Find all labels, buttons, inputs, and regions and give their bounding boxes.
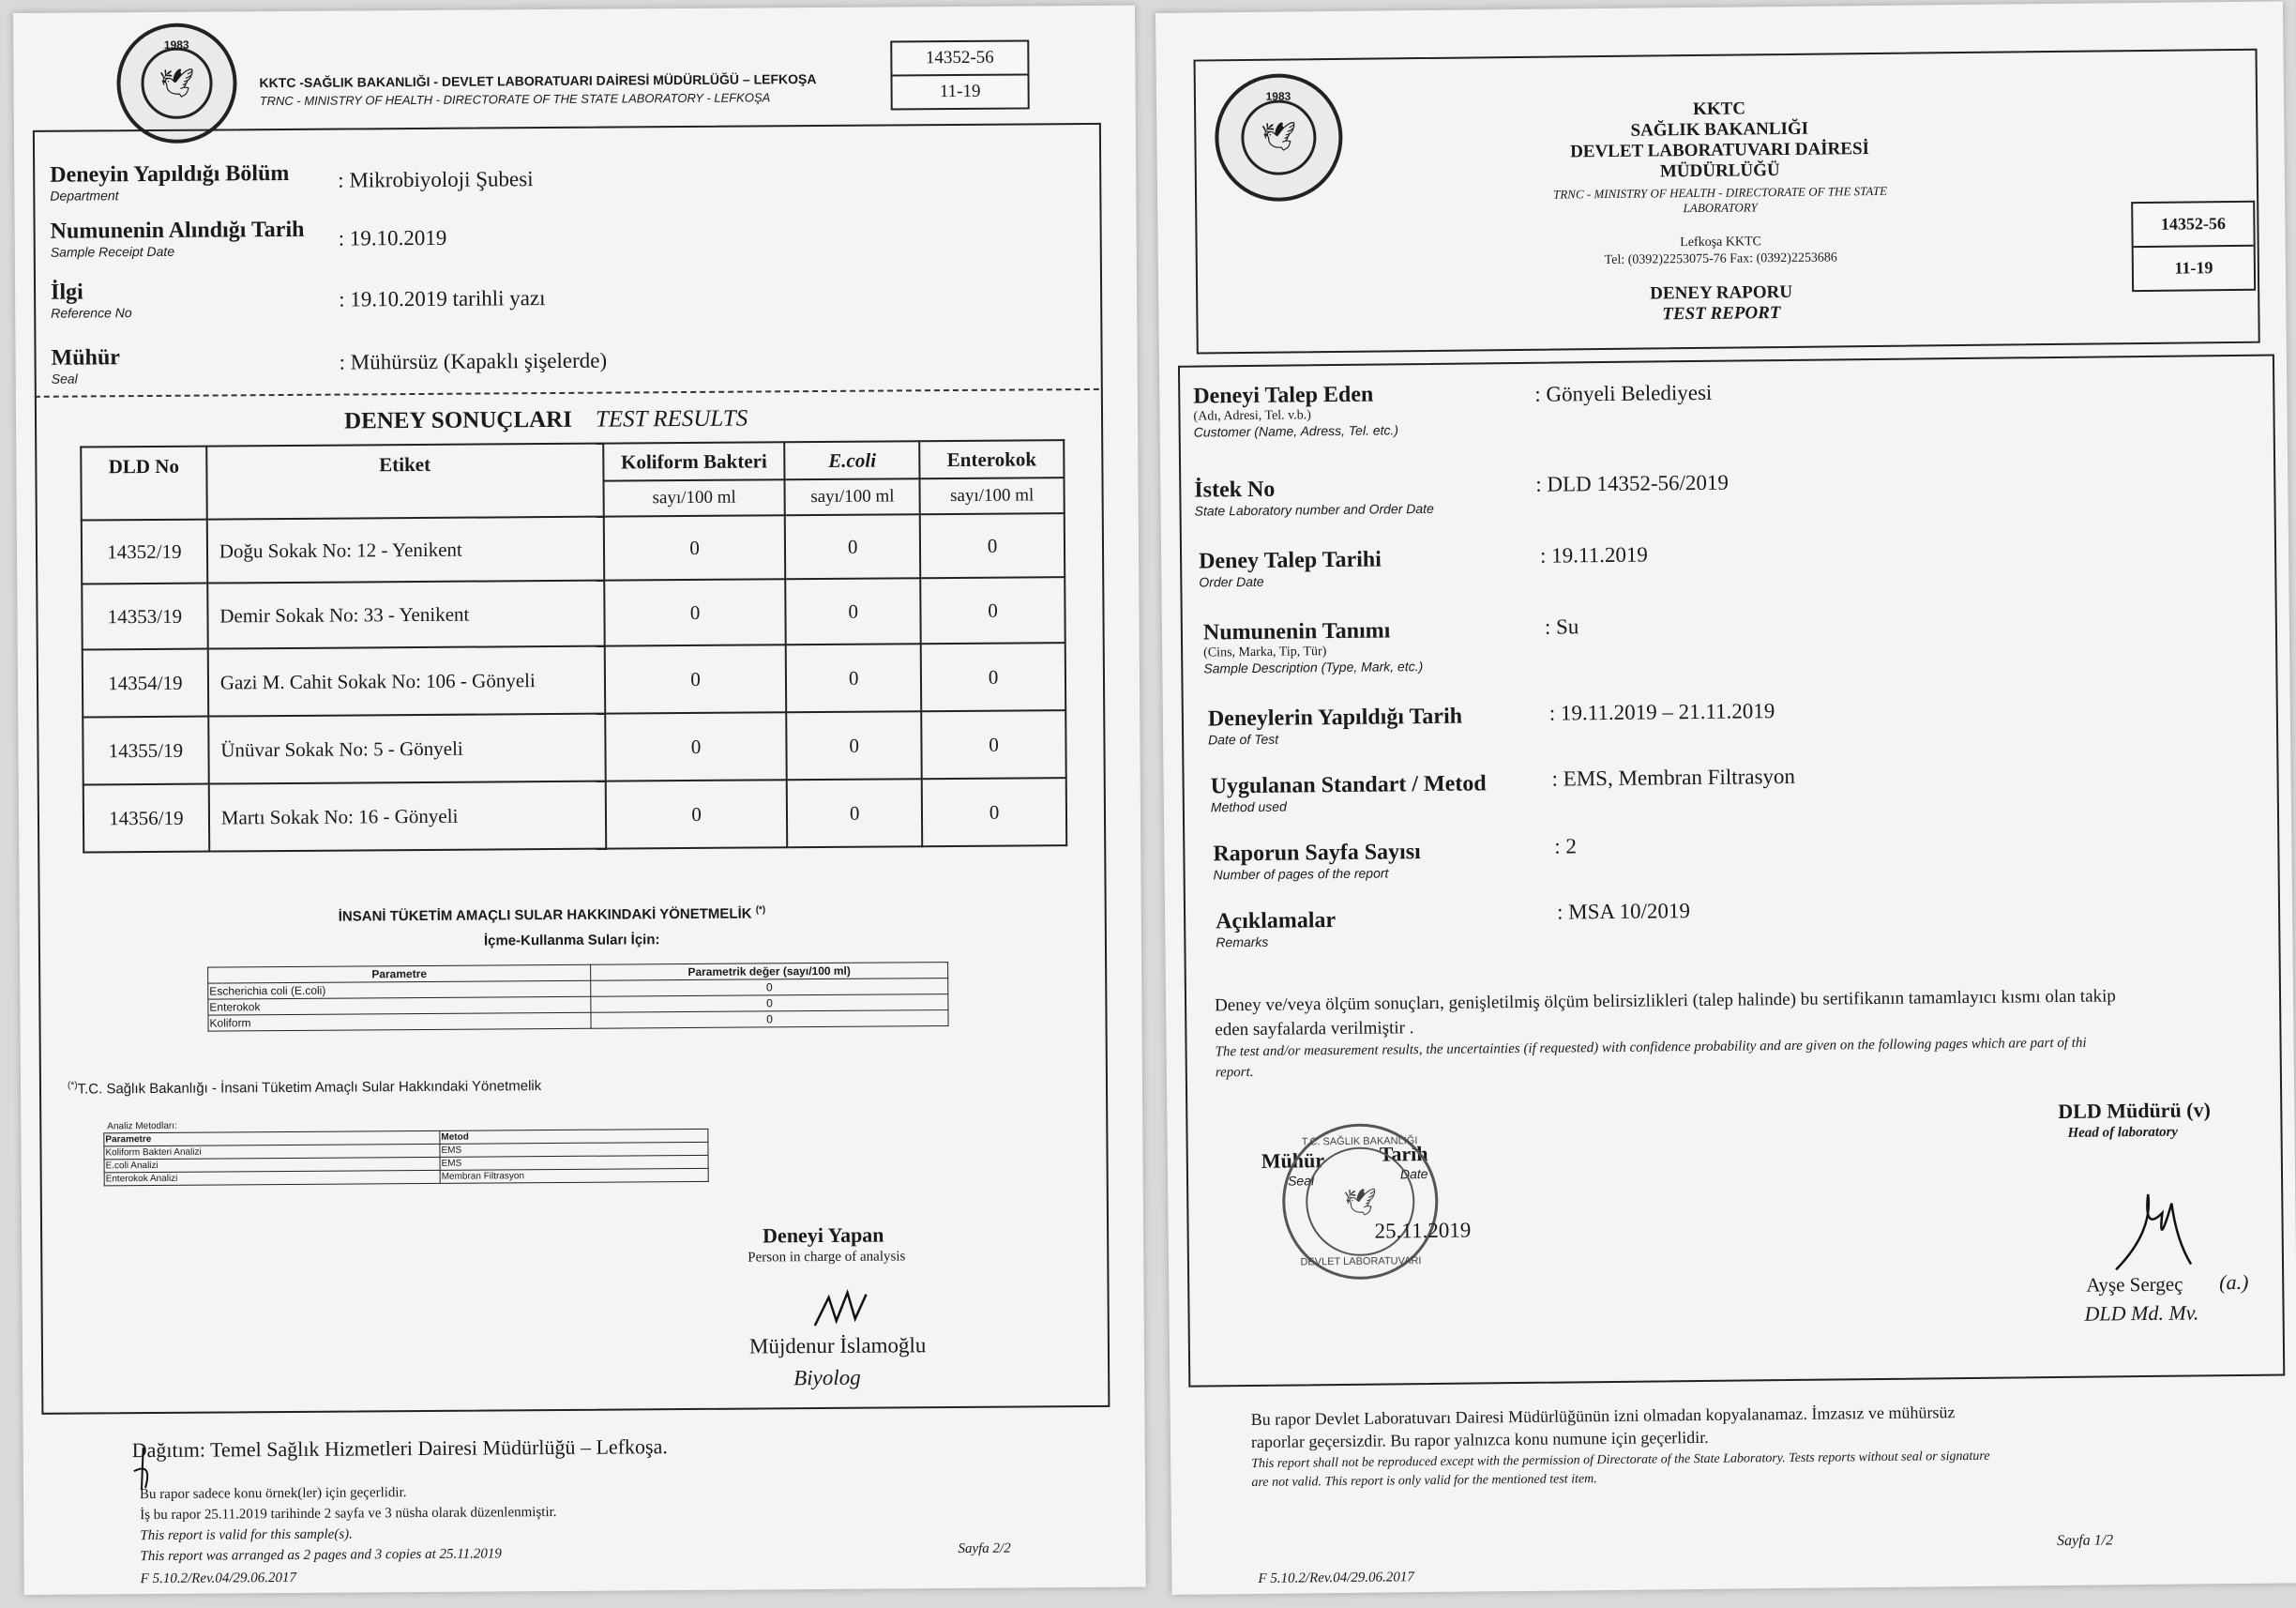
page-count-value: : 2	[1554, 834, 1578, 858]
reference-value: : 19.10.2019 tarihli yazı	[339, 286, 546, 311]
city: Lefkoşa KKTC	[1680, 235, 1762, 250]
param-value: 0	[591, 1010, 948, 1029]
reference-box	[2131, 201, 2256, 292]
field-label: İlgi	[50, 280, 83, 305]
cell-dld: 14353/19	[82, 584, 207, 650]
results-heading	[344, 406, 748, 435]
department-value: : Mikrobiyoloji Şubesi	[338, 167, 534, 192]
field-label: Numunenin Alındığı Tarih	[50, 217, 305, 244]
official-stamp-icon: T.C. SAĞLIK BAKANLIĞI DEVLET LABORATUVARI 🕊	[1281, 1123, 1439, 1281]
reference-number: 14352-56	[2160, 214, 2227, 234]
cell-ecoli: 0	[786, 578, 921, 645]
method-param: Koliform Bakteri Analizi	[104, 1144, 440, 1159]
field-department	[50, 161, 289, 204]
cell-enterokok: 0	[922, 778, 1066, 846]
test-date-value: : 19.11.2019 – 21.11.2019	[1548, 699, 1775, 725]
results-title-en: TEST RESULTS	[595, 405, 748, 432]
statement-tr-2: eden sayfalarda verilmiştir .	[1215, 1018, 1414, 1040]
cell-ecoli: 0	[786, 644, 921, 712]
table-row	[83, 710, 1065, 784]
field-remarks: Açıklamalar Remarks	[1216, 908, 1337, 950]
contact: Tel: (0392)2253075-76 Fax: (0392)2253686	[1604, 250, 1837, 268]
reference-month: 11-19	[892, 73, 1027, 108]
field-seal	[51, 345, 120, 387]
field-order-date: Deney Talep Tarihi Order Date	[1198, 547, 1382, 590]
field-test-date: Deneylerin Yapıldığı Tarih Date of Test	[1207, 704, 1463, 748]
remarks-value: : MSA 10/2019	[1556, 899, 1691, 924]
regulation-subtitle: İçme-Kullanma Suları İçin:	[483, 932, 660, 949]
field-page-count: Raporun Sayfa Sayısı Number of pages of the report	[1213, 840, 1421, 883]
report-title-en: TEST REPORT	[1662, 303, 1781, 325]
statement-tr-1: Deney ve/veya ölçüm sonuçları, genişletilmiş ölçüm belirsizlikleri (talep halinde) bu sertifikanın tamamlayıcı kısmı olan takip	[1214, 986, 2116, 1016]
report-date-value: 25.11.2019	[1374, 1218, 1472, 1243]
col-ecoli: E.coli	[785, 441, 920, 479]
col-koliform: Koliform Bakteri	[603, 442, 785, 480]
cell-koliform: 0	[604, 645, 786, 713]
method-header: Metod	[440, 1129, 708, 1144]
seal-block: Mühür Seal	[1261, 1148, 1325, 1189]
cell-koliform: 0	[605, 780, 787, 848]
distribution: Dağıtım: Temel Sağlık Hizmetleri Dairesi Müdürlüğü – Lefkoşa.	[131, 1434, 668, 1463]
cell-ecoli: 0	[785, 514, 920, 579]
header-line-en: TRNC - MINISTRY OF HEALTH - DIRECTORATE OF THE STATE LABORATORY - LEFKOŞA	[259, 90, 771, 109]
table-row	[82, 577, 1065, 649]
method-param: E.coli Analizi	[104, 1157, 440, 1172]
performer-signature-icon	[809, 1283, 884, 1341]
report-title: DENEY RAPORU	[1650, 281, 1793, 304]
ministry-emblem-icon: 1983 🕊	[116, 23, 237, 144]
field-order-no: İstek No State Laboratory number and Order Date	[1194, 477, 1434, 519]
customer-value: : Gönyeli Belediyesi	[1534, 380, 1713, 406]
col-dld: DLD No	[81, 447, 206, 521]
cell-dld: 14355/19	[83, 717, 208, 785]
director-title: DLD Müdürü (v)	[2058, 1098, 2212, 1123]
organization-block	[1475, 97, 1965, 326]
form-code: F 5.10.2/Rev.04/29.06.2017	[140, 1570, 297, 1587]
footnote: (*)T.C. Sağlık Bakanlığı - İnsani Tüketim Amaçlı Sular Hakkındaki Yönetmelik	[67, 1078, 542, 1098]
param-value: 0	[591, 994, 948, 1013]
director-signature-icon	[2106, 1175, 2200, 1288]
note-valid-en: This report is valid for this sample(s).	[140, 1526, 353, 1544]
performer-title: Deneyi Yapan	[763, 1222, 884, 1248]
field-sample-description: Numunenin Tanımı (Cins, Marka, Tip, Tür) Sample Description (Type, Mark, etc.)	[1202, 618, 1424, 676]
director-role: DLD Md. Mv.	[2084, 1300, 2199, 1326]
page-number: Sayfa 1/2	[2057, 1532, 2114, 1550]
reference-month: 11-19	[2134, 245, 2254, 290]
field-receipt-date	[51, 218, 305, 260]
table-row	[82, 513, 1065, 584]
director-name: Ayşe Sergeç	[2086, 1272, 2183, 1297]
seal-value: : Mühürsüz (Kapaklı şişelerde)	[339, 348, 608, 374]
reference-box	[890, 39, 1030, 110]
param-name: Enterokok	[208, 996, 591, 1015]
report-page-1	[1156, 1, 2296, 1594]
performer-role: Biyolog	[793, 1365, 861, 1390]
cell-ecoli: 0	[787, 779, 922, 847]
cell-etiket: Demir Sokak No: 33 - Yenikent	[207, 581, 604, 649]
note-valid-tr: Bu rapor sadece konu örnek(ler) için geçerlidir.	[139, 1485, 407, 1503]
cell-dld: 14352/19	[82, 520, 207, 584]
field-sub: Department	[50, 188, 119, 204]
date-block: Tarih Date	[1379, 1142, 1428, 1182]
table-row	[83, 778, 1066, 852]
cell-enterokok: 0	[921, 643, 1065, 711]
order-date-value: : 19.11.2019	[1539, 542, 1648, 568]
cell-dld: 14354/19	[83, 649, 208, 718]
page-number: Sayfa 2/2	[958, 1540, 1011, 1557]
note-copies-tr: İş bu rapor 25.11.2019 tarihinde 2 sayfa ve 3 nüsha olarak düzenlenmiştir.	[140, 1504, 557, 1524]
field-reference	[51, 280, 132, 321]
method-value: EMS	[440, 1155, 708, 1170]
field-label: Mühür	[51, 345, 121, 371]
performer-name: Müjdenur İslamoğlu	[748, 1333, 927, 1358]
org-line: DEVLET LABORATUVARI DAİRESİ	[1570, 139, 1870, 162]
field-label: Deneyin Yapıldığı Bölüm	[50, 160, 290, 188]
org-line: MÜDÜRLÜĞÜ	[1659, 160, 1780, 182]
method-value: : EMS, Membran Filtrasyon	[1551, 764, 1796, 791]
ministry-emblem-icon: 1983 🕊	[1215, 73, 1343, 202]
footer-tr-1: Bu rapor Devlet Laboratuvarı Dairesi Müdürlüğünün izni olmadan kopyalanamaz. İmzasız ve mühürsüz	[1250, 1403, 1956, 1430]
method-caption: Analiz Metodları:	[107, 1120, 177, 1132]
method-value: EMS	[440, 1142, 708, 1157]
director-handwritten-note: (a.)	[2219, 1269, 2249, 1295]
reference-number: 14352-56	[925, 47, 994, 68]
field-customer: Deneyi Talep Eden (Adı, Adresi, Tel. v.b.) Customer (Name, Adress, Tel. etc.)	[1193, 382, 1399, 440]
value-header: Parametrik değer (sayı/100 ml)	[591, 963, 948, 981]
method-value: Membran Filtrasyon	[440, 1168, 708, 1183]
method-param: Enterokok Analizi	[104, 1170, 440, 1185]
unit: sayı/100 ml	[603, 479, 785, 516]
cell-etiket: Gazi M. Cahit Sokak No: 106 - Gönyeli	[208, 646, 605, 717]
statement-en-1: The test and/or measurement results, the uncertainties (if requested) with confidence probability and are given on the following pages which are part of thi	[1215, 1035, 2087, 1060]
performer-sub: Person in charge of analysis	[748, 1249, 906, 1266]
unit: sayı/100 ml	[920, 478, 1065, 514]
parameter-table	[207, 962, 948, 1032]
receipt-date-value: : 19.10.2019	[338, 225, 447, 250]
method-table	[103, 1129, 708, 1187]
param-header: Parametre	[208, 964, 591, 983]
param-name: Koliform	[208, 1012, 591, 1031]
cell-etiket: Martı Sokak No: 16 - Gönyeli	[209, 781, 606, 852]
cell-enterokok: 0	[921, 710, 1065, 779]
cell-koliform: 0	[604, 579, 786, 645]
cell-koliform: 0	[604, 515, 786, 580]
form-code: F 5.10.2/Rev.04/29.06.2017	[1258, 1570, 1414, 1586]
col-enterokok: Enterokok	[919, 440, 1064, 478]
director-sub: Head of laboratory	[2067, 1124, 2179, 1141]
report-page-2	[13, 6, 1146, 1595]
unit: sayı/100 ml	[785, 478, 920, 515]
order-no-value: : DLD 14352-56/2019	[1535, 470, 1730, 496]
note-copies-en: This report was arranged as 2 pages and 3 copies at 25.11.2019	[140, 1546, 502, 1565]
field-method: Uygulanan Standart / Metod Method used	[1210, 771, 1487, 815]
cell-enterokok: 0	[920, 513, 1065, 578]
results-table	[80, 439, 1067, 853]
cell-etiket: Doğu Sokak No: 12 - Yenikent	[207, 517, 604, 584]
cell-enterokok: 0	[920, 577, 1065, 644]
cell-dld: 14356/19	[83, 784, 209, 853]
method-param-header: Parametre	[104, 1130, 440, 1145]
footer-en-1: This report shall not be reproduced except with the permission of Directorate of the State Laboratory. Tests reports without seal or signature	[1251, 1449, 1990, 1472]
regulation-title: İNSANİ TÜKETİM AMAÇLI SULAR HAKKINDAKİ YÖNETMELİK (*)	[338, 904, 766, 925]
param-value: 0	[591, 978, 948, 997]
sample-description-value: : Su	[1544, 614, 1579, 639]
param-name: Escherichia coli (E.coli)	[208, 980, 591, 999]
org-line: KKTC	[1693, 99, 1746, 120]
footer-tr-2: raporlar geçersizdir. Bu rapor yalnızca konu numune için geçerlidir.	[1250, 1427, 1709, 1452]
statement-en-2: report.	[1215, 1064, 1254, 1081]
field-sub: Reference No	[51, 305, 132, 321]
field-sub: Seal	[51, 371, 78, 387]
org-en-line: LABORATORY	[1683, 200, 1758, 216]
footer-en-2: are not valid. This report is only valid for the mentioned test item.	[1251, 1472, 1597, 1491]
header-line-tr: KKTC -SAĞLIK BAKANLIĞI - DEVLET LABORATUARI DAİRESİ MÜDÜRLÜĞÜ – LEFKOŞA	[259, 71, 817, 91]
cell-koliform: 0	[605, 712, 787, 781]
cell-ecoli: 0	[787, 711, 922, 780]
org-line: SAĞLIK BAKANLIĞI	[1630, 118, 1809, 141]
col-etiket: Etiket	[206, 444, 603, 520]
org-en-line: TRNC - MINISTRY OF HEALTH - DIRECTORATE OF THE STATE	[1552, 183, 1888, 202]
cell-etiket: Ünüvar Sokak No: 5 - Gönyeli	[208, 714, 605, 784]
results-title: DENEY SONUÇLARI	[343, 406, 572, 434]
field-sub: Sample Receipt Date	[50, 243, 175, 260]
table-row	[83, 643, 1065, 717]
